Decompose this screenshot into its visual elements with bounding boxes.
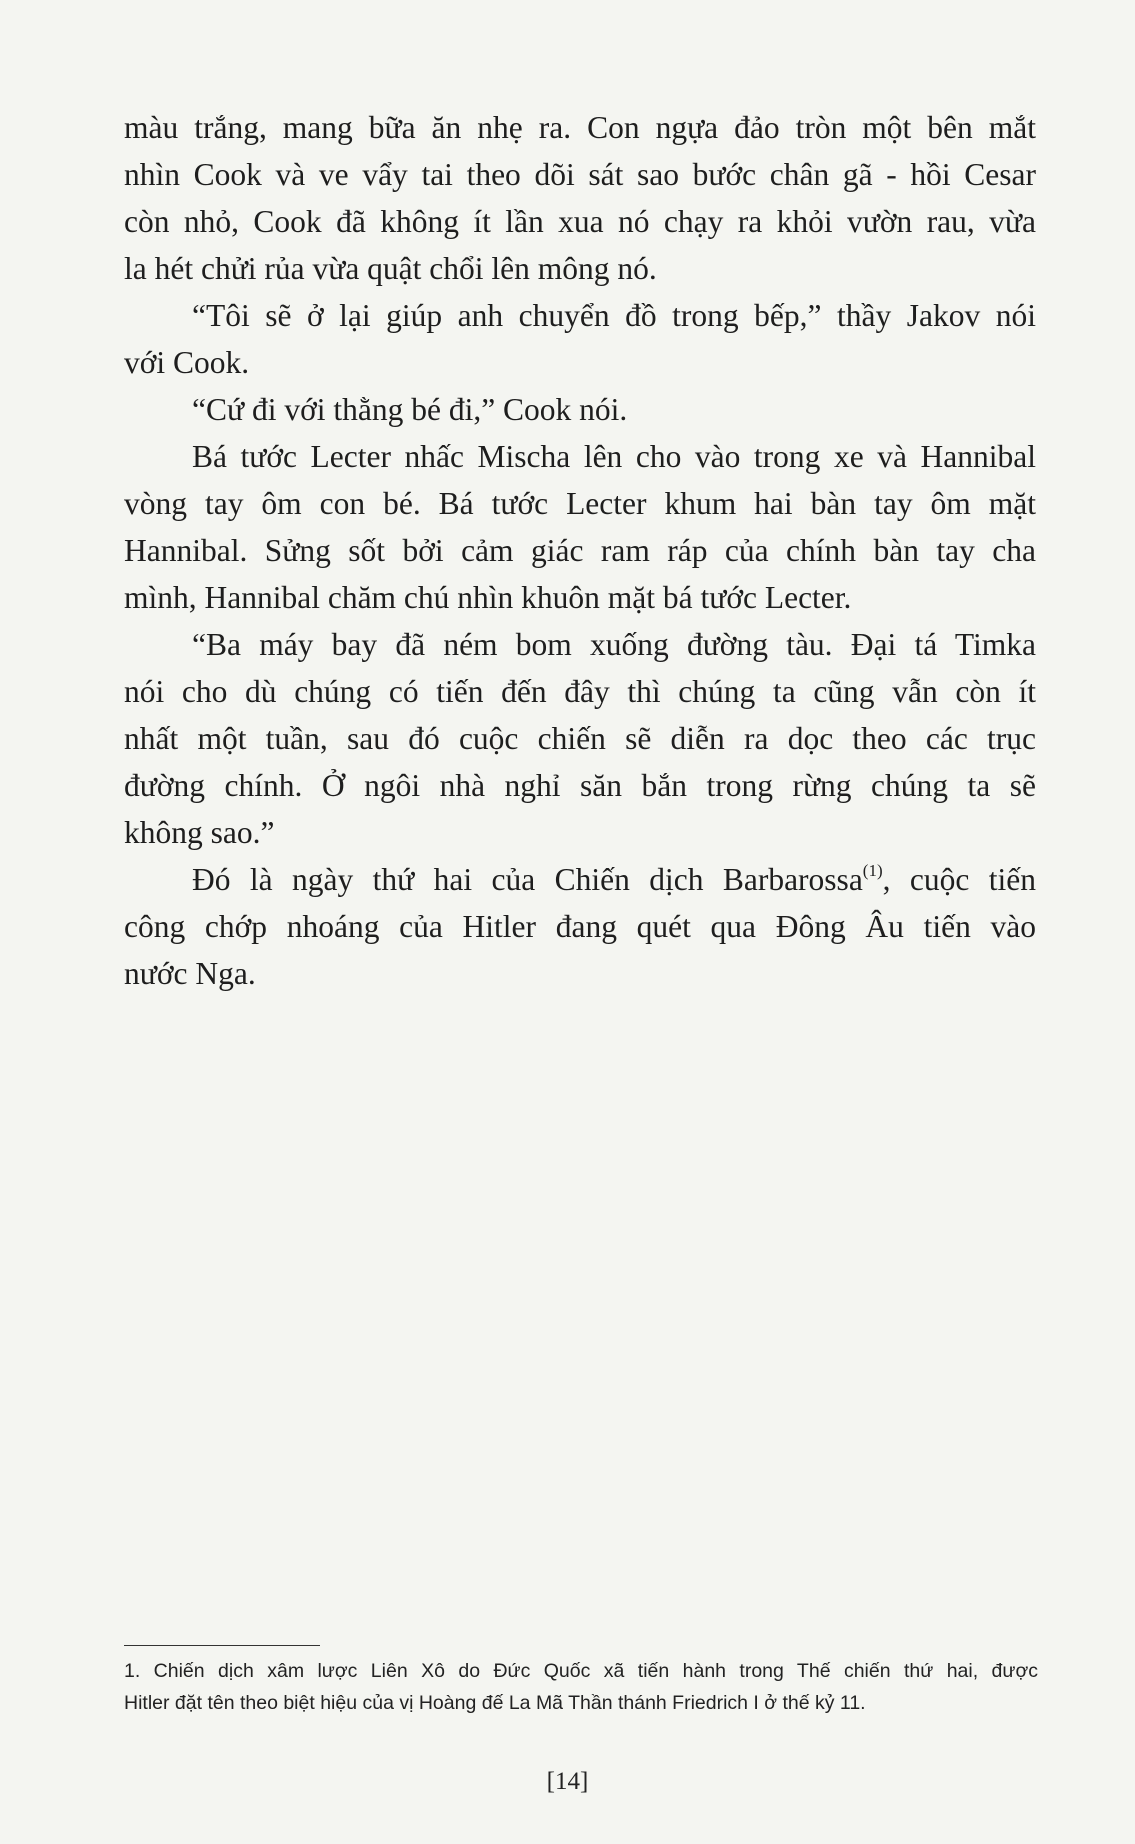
footnote-line: 1. Chiến dịch xâm lược Liên Xô do Đức Quốc xã tiến hành trong Thế chiến thứ hai, được (124, 1660, 1038, 1682)
text-segment: , cuộc tiến (882, 862, 1036, 897)
text-line: công chớp nhoáng của Hitler đang quét qua Đông Âu tiến vào (124, 909, 1036, 944)
text-line: la hét chửi rủa vừa quật chổi lên mông nó. (124, 251, 657, 286)
text-line: “Ba máy bay đã ném bom xuống đường tàu. Đại tá Timka (192, 627, 1036, 662)
footnote-divider (124, 1645, 320, 1646)
text-line: mình, Hannibal chăm chú nhìn khuôn mặt bá tước Lecter. (124, 580, 852, 615)
text-line: vòng tay ôm con bé. Bá tước Lecter khum hai bàn tay ôm mặt (124, 486, 1036, 521)
footnote-reference[interactable]: (1) (862, 861, 883, 880)
footnote (124, 1655, 1038, 1719)
body-text (124, 104, 1036, 997)
text-line: màu trắng, mang bữa ăn nhẹ ra. Con ngựa đảo tròn một bên mắt (124, 110, 1036, 145)
text-line: đường chính. Ở ngôi nhà nghỉ săn bắn trong rừng chúng ta sẽ (124, 768, 1036, 803)
text-line: với Cook. (124, 345, 250, 380)
text-segment: Đó là ngày thứ hai của Chiến dịch Barbarossa (192, 862, 863, 897)
text-line: nói cho dù chúng có tiến đến đây thì chúng ta cũng vẫn còn ít (124, 674, 1036, 709)
text-line: “Tôi sẽ ở lại giúp anh chuyển đồ trong bếp,” thầy Jakov nói (192, 298, 1036, 333)
page-number: [14] (546, 1768, 589, 1795)
text-line: “Cứ đi với thằng bé đi,” Cook nói. (192, 392, 628, 427)
text-line: Hannibal. Sửng sốt bởi cảm giác ram ráp của chính bàn tay cha (124, 533, 1036, 568)
text-line: còn nhỏ, Cook đã không ít lần xua nó chạy ra khỏi vườn rau, vừa (124, 204, 1036, 239)
text-line-with-footnote-ref (124, 856, 1036, 903)
footnote-line: Hitler đặt tên theo biệt hiệu của vị Hoàng đế La Mã Thần thánh Friedrich I ở thế kỷ 11. (124, 1692, 866, 1714)
text-line: nhất một tuần, sau đó cuộc chiến sẽ diễn ra dọc theo các trục (124, 721, 1036, 756)
text-line: nhìn Cook và ve vẩy tai theo dõi sát sao bước chân gã - hồi Cesar (124, 157, 1036, 192)
text-line: không sao.” (124, 815, 275, 850)
text-line: Bá tước Lecter nhấc Mischa lên cho vào trong xe và Hannibal (192, 439, 1036, 474)
text-line: nước Nga. (124, 956, 256, 991)
